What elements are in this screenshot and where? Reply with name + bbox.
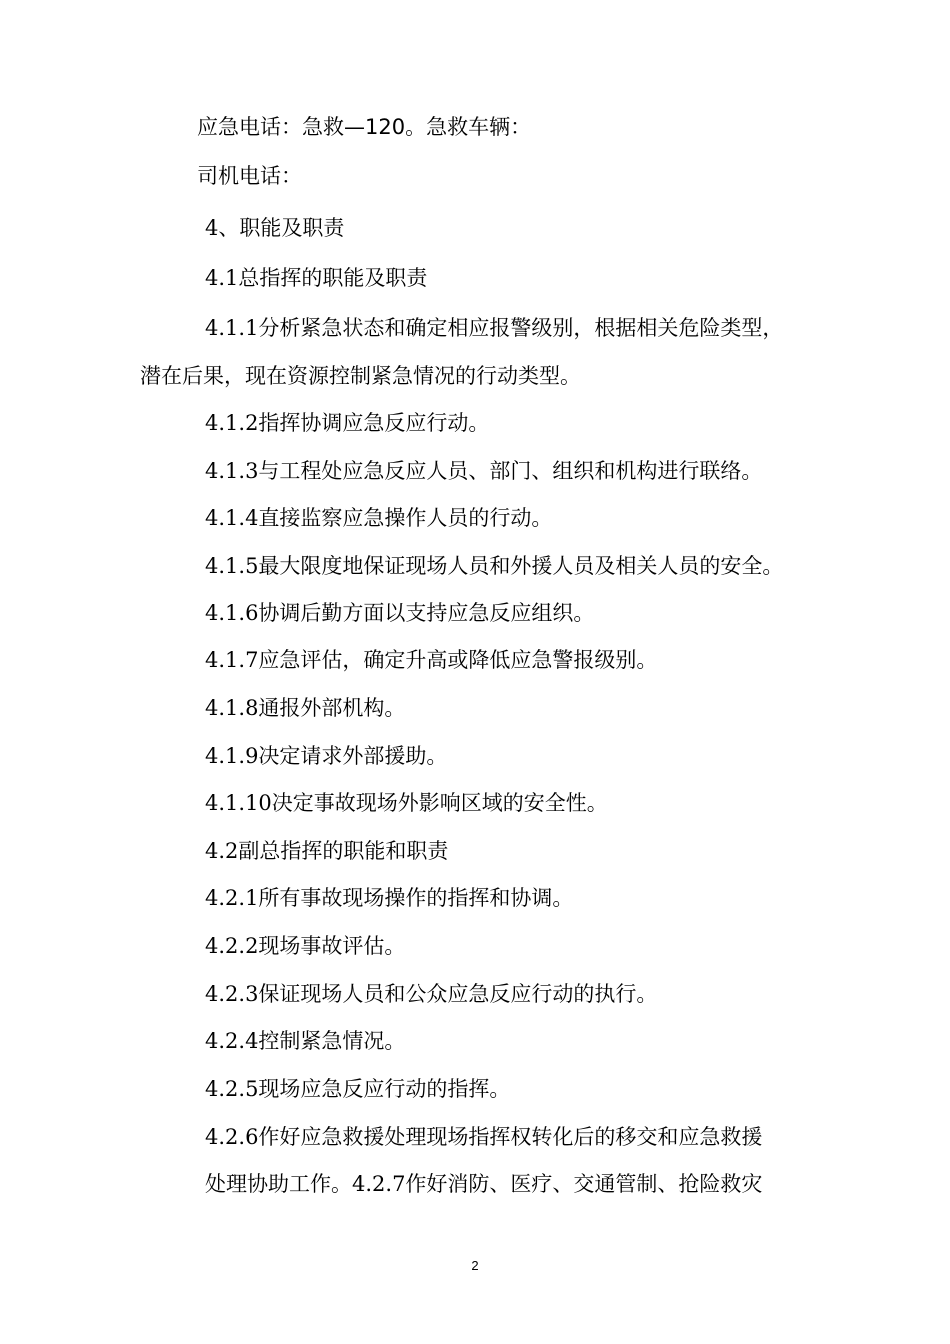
- text-line: 4.1.2指挥协调应急反应行动。: [205, 411, 490, 435]
- text-line: 4.1.6协调后勤方面以支持应急反应组织。: [205, 601, 595, 625]
- text-line: 4.2.5现场应急反应行动的指挥。: [205, 1077, 511, 1101]
- text-line: 4.1.5最大限度地保证现场人员和外援人员及相关人员的安全。: [205, 554, 784, 578]
- text-line-emergency-phone: 应急电话：急救—120。急救车辆：: [197, 115, 532, 139]
- subsection-heading: 4.2副总指挥的职能和职责: [205, 839, 449, 863]
- text-line: 4.2.6作好应急救援处理现场指挥权转化后的移交和应急救援: [205, 1125, 763, 1149]
- text-line: 处理协助工作。4.2.7作好消防、医疗、交通管制、抢险救灾: [205, 1172, 763, 1196]
- text-line: 4.1.8通报外部机构。: [205, 696, 406, 720]
- text-line: 4.2.3保证现场人员和公众应急反应行动的执行。: [205, 982, 658, 1006]
- page-number: 2: [471, 1258, 479, 1273]
- text-line: 4.2.4控制紧急情况。: [205, 1029, 406, 1053]
- subsection-heading: 4.1总指挥的职能及职责: [205, 266, 428, 290]
- text-line: 4.2.2现场事故评估。: [205, 934, 406, 958]
- text-line: 4.1.3与工程处应急反应人员、部门、组织和机构进行联络。: [205, 459, 763, 483]
- section-heading: 4、职能及职责: [205, 216, 345, 240]
- text-line: 4.2.1所有事故现场操作的指挥和协调。: [205, 886, 574, 910]
- text-line: 4.1.4直接监察应急操作人员的行动。: [205, 506, 553, 530]
- text-line-continuation: 潜在后果，现在资源控制紧急情况的行动类型。: [140, 364, 581, 388]
- text-line: 4.1.7应急评估，确定升高或降低应急警报级别。: [205, 648, 658, 672]
- text-line-driver-phone: 司机电话：: [197, 164, 302, 188]
- text-line: 4.1.1分析紧急状态和确定相应报警级别，根据相关危险类型，: [205, 316, 784, 340]
- text-line: 4.1.10决定事故现场外影响区域的安全性。: [205, 791, 608, 815]
- text-line: 4.1.9决定请求外部援助。: [205, 744, 448, 768]
